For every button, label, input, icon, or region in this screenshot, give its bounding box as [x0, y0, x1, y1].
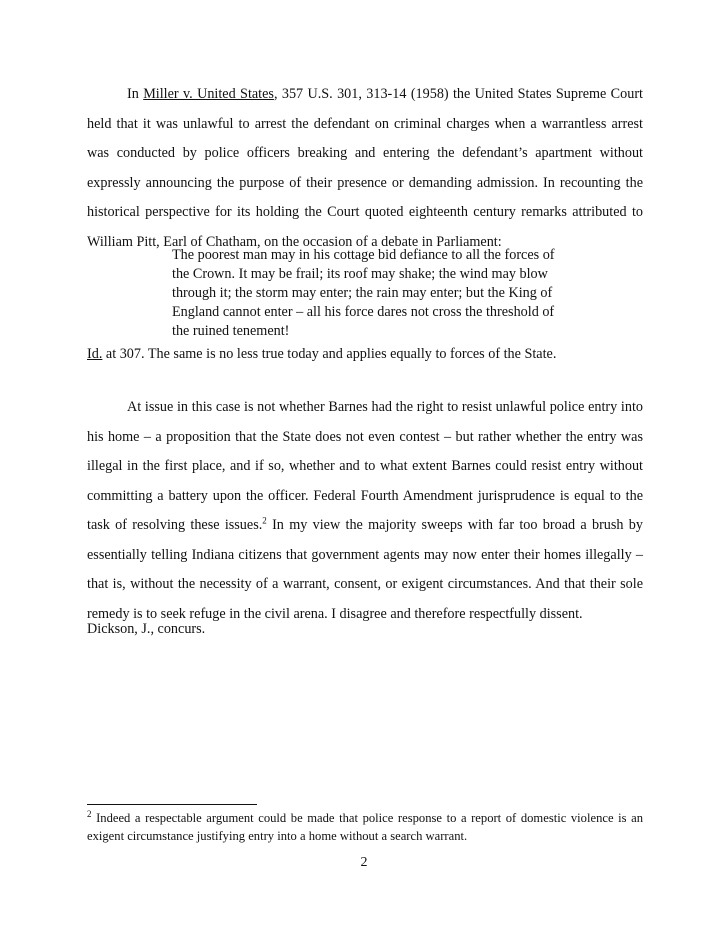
paragraph-at-issue [87, 393, 643, 629]
paragraph-at-issue-continued: In my view the majority sweeps with far too broad a brush by essentially telling Indiana citizens that government agents may now enter their homes illegally – that is, without the necessity of a warrant, consent, or exigent circumstances. And that their sole remedy is to seek refuge in the civil arena. I disagree and therefore respectfully dissent. [87, 517, 643, 622]
paragraph-at-issue-text: At issue in this case is not whether Barnes had the right to resist unlawful police entry into his home – a proposition that the State does not even contest – but rather whether the entry was illegal in the first place, and if so, whether and to what extent Barnes could resist entry without committing a battery upon the officer. Federal Fourth Amendment jurisprudence is equal to the task of resolving these issues. [87, 399, 643, 533]
footnote-reference: 2 [262, 515, 267, 526]
case-citation-miller: Miller v. United States [143, 86, 274, 102]
paragraph-miller [87, 80, 643, 257]
footnote-text: Indeed a respectable argument could be made that police response to a report of domestic violence is an exigent circumstance justifying entry into a home without a search warrant. [87, 811, 643, 843]
paragraph-miller-text: , 357 U.S. 301, 313-14 (1958) the United States Supreme Court held that it was unlawful to arrest the defendant on criminal charges when a warrantless arrest was conducted by police officers breaking and entering the defendant’s apartment without expressly announcing the purpose of their presence or demanding admission. In recounting the historical perspective for its holding the Court quoted eighteenth century remarks attributed to William Pitt, Earl of Chatham, on the occasion of a debate in Parliament: [87, 86, 644, 250]
paragraph-id-citation [87, 340, 643, 370]
id-citation: Id. [87, 346, 103, 362]
page-number: 2 [360, 855, 368, 870]
footnote-number: 2 [87, 808, 92, 819]
footnote-divider [87, 804, 257, 805]
concurrence-line: Dickson, J., concurs. [87, 621, 206, 637]
paragraph-id-text: at 307. The same is no less true today and applies equally to forces of the State. [102, 346, 557, 362]
paragraph-intro: In [127, 86, 144, 102]
block-quote-pitt: The poorest man may in his cottage bid defiance to all the forces of the Crown. It may be frail; its roof may shake; the wind may blow through it; the storm may enter; the rain may enter; but the King of England cannot enter – all his force dares not cross the threshold of the ruined tenement! [172, 247, 555, 339]
footnote [87, 809, 643, 845]
